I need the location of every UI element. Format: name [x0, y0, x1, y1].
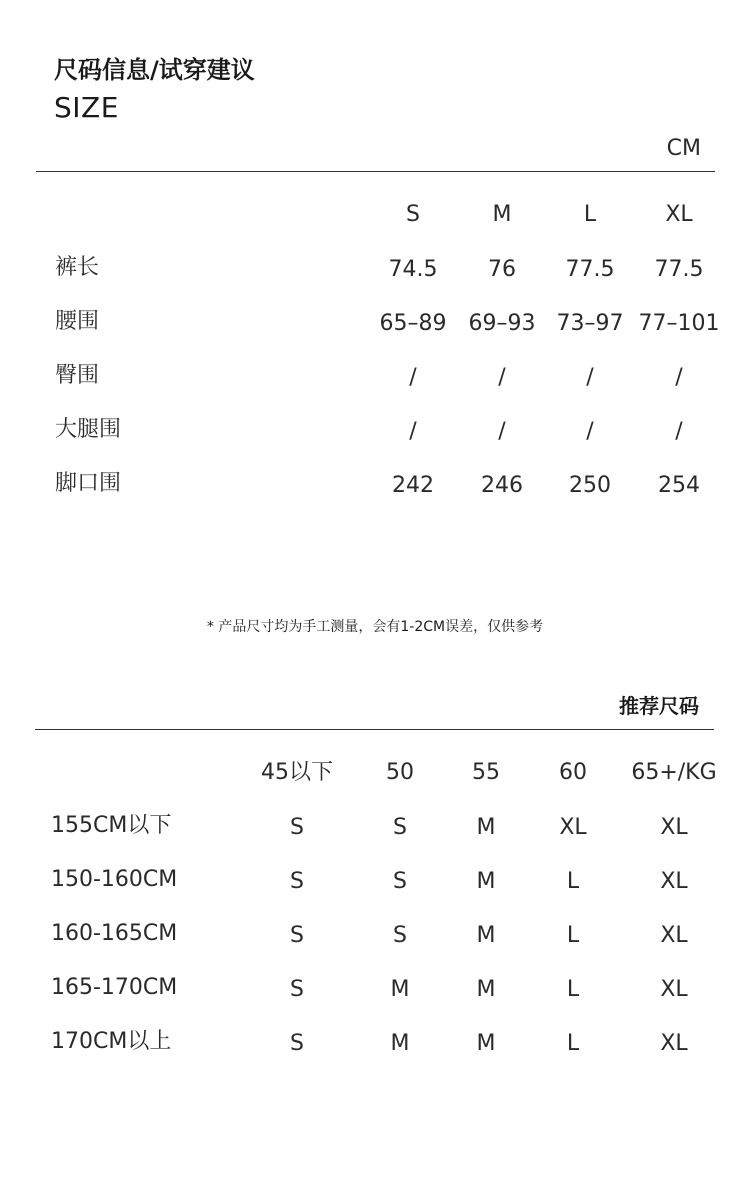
table-cell: 74.5 — [388, 257, 438, 282]
table-cell: / — [498, 419, 506, 444]
table-cell: M — [476, 815, 496, 840]
table-cell: / — [675, 419, 683, 444]
column-header: 60 — [559, 760, 587, 785]
row-label: 170CM以上 — [51, 1029, 172, 1054]
table-cell: XL — [660, 977, 688, 1002]
column-header: 50 — [386, 760, 414, 785]
page-title: 尺码信息/试穿建议 — [54, 56, 255, 84]
table-cell: / — [409, 365, 417, 390]
row-label: 臀围 — [55, 363, 100, 388]
row-label: 脚口围 — [55, 471, 122, 496]
table-cell: XL — [660, 869, 688, 894]
column-header: 65+/KG — [631, 760, 717, 785]
table-cell: / — [586, 365, 594, 390]
table-cell: M — [476, 1031, 496, 1056]
table-cell: M — [476, 869, 496, 894]
table-cell: XL — [660, 1031, 688, 1056]
table-cell: S — [393, 815, 407, 840]
row-label: 160-165CM — [51, 921, 178, 946]
column-header: S — [406, 202, 420, 227]
table-cell: 73–97 — [556, 311, 624, 336]
table-cell: S — [290, 977, 304, 1002]
table-cell: S — [290, 869, 304, 894]
table-cell: XL — [660, 923, 688, 948]
table-cell: M — [476, 923, 496, 948]
column-header: 55 — [472, 760, 500, 785]
recommend-title: 推荐尺码 — [619, 694, 699, 718]
unit-label: CM — [666, 136, 701, 161]
divider — [36, 171, 715, 172]
row-label: 150-160CM — [51, 867, 178, 892]
table-cell: / — [409, 419, 417, 444]
page-subtitle: SIZE — [54, 91, 119, 124]
table-cell: 246 — [481, 473, 523, 498]
column-header: 45以下 — [261, 760, 333, 785]
table-cell: S — [290, 815, 304, 840]
row-label: 155CM以下 — [51, 813, 172, 838]
table-cell: S — [393, 869, 407, 894]
table-cell: 69–93 — [468, 311, 536, 336]
divider — [35, 729, 714, 730]
table-cell: / — [498, 365, 506, 390]
row-label: 大腿围 — [55, 417, 122, 442]
row-label: 165-170CM — [51, 975, 178, 1000]
column-header: XL — [665, 202, 693, 227]
table-cell: 76 — [488, 257, 516, 282]
table-cell: 254 — [658, 473, 700, 498]
table-cell: 65–89 — [379, 311, 447, 336]
row-label: 裤长 — [55, 255, 100, 280]
table-cell: / — [586, 419, 594, 444]
table-cell: XL — [660, 815, 688, 840]
table-cell: XL — [559, 815, 587, 840]
table-cell: L — [566, 977, 580, 1002]
table-cell: M — [390, 977, 410, 1002]
table-cell: M — [476, 977, 496, 1002]
table-cell: S — [290, 1031, 304, 1056]
measurement-note: * 产品尺寸均为手工测量，会有1-2CM误差，仅供参考 — [206, 619, 544, 635]
column-header: L — [583, 202, 597, 227]
table-cell: 242 — [392, 473, 434, 498]
table-cell: S — [393, 923, 407, 948]
column-header: M — [492, 202, 512, 227]
table-cell: 77.5 — [654, 257, 704, 282]
table-cell: L — [566, 869, 580, 894]
table-cell: 250 — [569, 473, 611, 498]
table-cell: / — [675, 365, 683, 390]
table-cell: 77.5 — [565, 257, 615, 282]
table-cell: L — [566, 923, 580, 948]
row-label: 腰围 — [55, 309, 100, 334]
table-cell: 77–101 — [638, 311, 720, 336]
table-cell: M — [390, 1031, 410, 1056]
table-cell: L — [566, 1031, 580, 1056]
table-cell: S — [290, 923, 304, 948]
